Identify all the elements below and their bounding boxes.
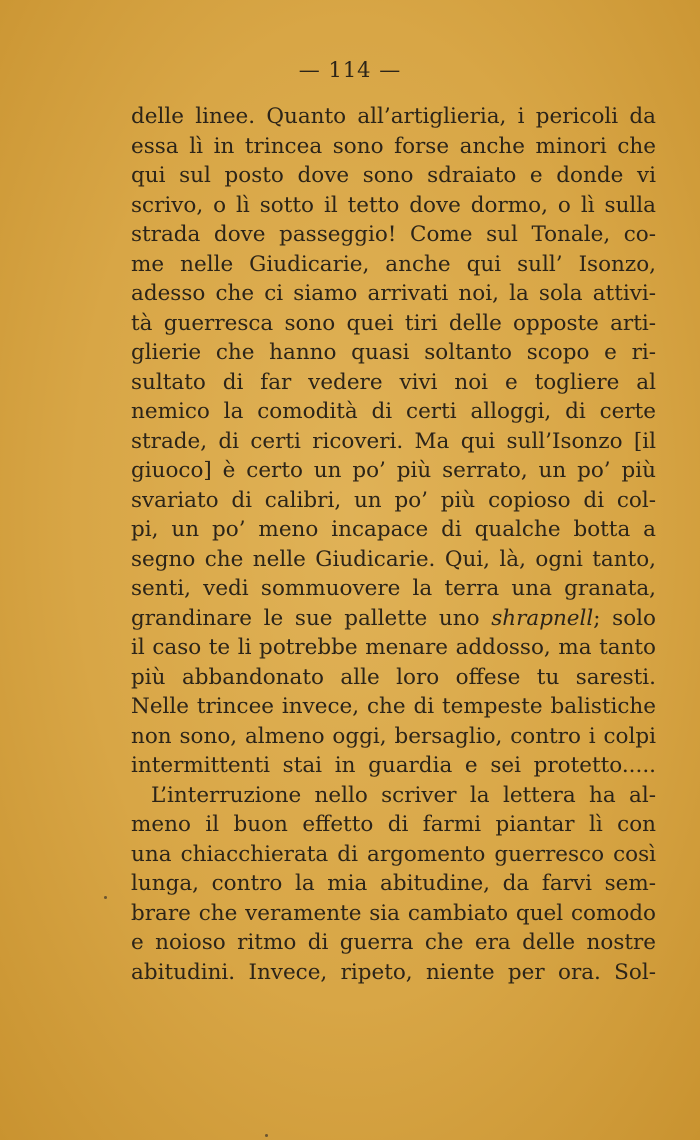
- text-line: brare che veramente sia cambiato quel comodo: [131, 900, 656, 926]
- italic-word: shrapnell: [491, 605, 594, 631]
- text-line: pi, un po’ meno incapace di qualche botta a: [131, 517, 656, 542]
- text-line: nemico la comodità di certi alloggi, di certe: [131, 399, 656, 424]
- paper-speck: [265, 1134, 268, 1137]
- text-run: ; solo: [593, 605, 656, 631]
- text-line: meno il buon effetto di farmi piantar lì con: [131, 812, 656, 837]
- text-line: [131, 604, 656, 634]
- paragraph-2: [131, 781, 656, 988]
- body-text: [131, 102, 656, 987]
- text-line: più abbandonato alle loro offese tu saresti.: [131, 664, 656, 690]
- text-line: adesso che ci siamo arrivati noi, la sola attivi-: [131, 281, 656, 306]
- text-line: giuoco] è certo un po’ più serrato, un po’ più: [131, 458, 656, 483]
- text-line: scrivo, o lì sotto il tetto dove dormo, o lì sulla: [131, 192, 656, 218]
- paragraph-1: [131, 102, 656, 781]
- text-line: sultato di far vedere vivi noi e togliere al: [131, 369, 656, 395]
- text-line: glierie che hanno quasi soltanto scopo e ri-: [131, 340, 656, 365]
- text-line: Nelle trincee invece, che di tempeste balistiche: [131, 694, 656, 719]
- text-line: intermittenti stai in guardia e sei protetto.....: [131, 753, 656, 778]
- text-line: segno che nelle Giudicarie. Qui, là, ogni tanto,: [131, 546, 656, 572]
- text-line: senti, vedi sommuovere la terra una granata,: [131, 576, 656, 601]
- text-line: delle linee. Quanto all’artiglieria, i pericoli da: [131, 104, 656, 129]
- text-line: svariato di calibri, un po’ più copioso di col-: [131, 487, 656, 513]
- text-line: e noioso ritmo di guerra che era delle nostre: [131, 930, 656, 955]
- page-number: — 114 —: [298, 58, 402, 82]
- text-line: L’interruzione nello scriver la lettera ha al-: [151, 782, 656, 808]
- text-line: il caso te li potrebbe menare addosso, ma tanto: [131, 635, 656, 660]
- text-line: tà guerresca sono quei tiri delle opposte arti-: [131, 310, 656, 336]
- text-run: grandinare le sue pallette uno: [131, 605, 492, 631]
- text-line: una chiacchierata di argomento guerresco così: [131, 841, 656, 867]
- text-line: strade, di certi ricoveri. Ma qui sull’Isonzo [il: [131, 428, 656, 454]
- text-line: me nelle Giudicarie, anche qui sull’ Isonzo,: [131, 251, 656, 277]
- text-line: essa lì in trincea sono forse anche minori che: [131, 133, 656, 159]
- text-line: non sono, almeno oggi, bersaglio, contro i colpi: [131, 723, 656, 749]
- text-line: abitudini. Invece, ripeto, niente per ora. Sol-: [131, 959, 656, 985]
- text-line: qui sul posto dove sono sdraiato e donde vi: [131, 163, 656, 188]
- text-line: strada dove passeggio! Come sul Tonale, co-: [131, 222, 656, 247]
- paper-speck: [104, 896, 107, 899]
- text-line: lunga, contro la mia abitudine, da farvi sem-: [131, 871, 656, 896]
